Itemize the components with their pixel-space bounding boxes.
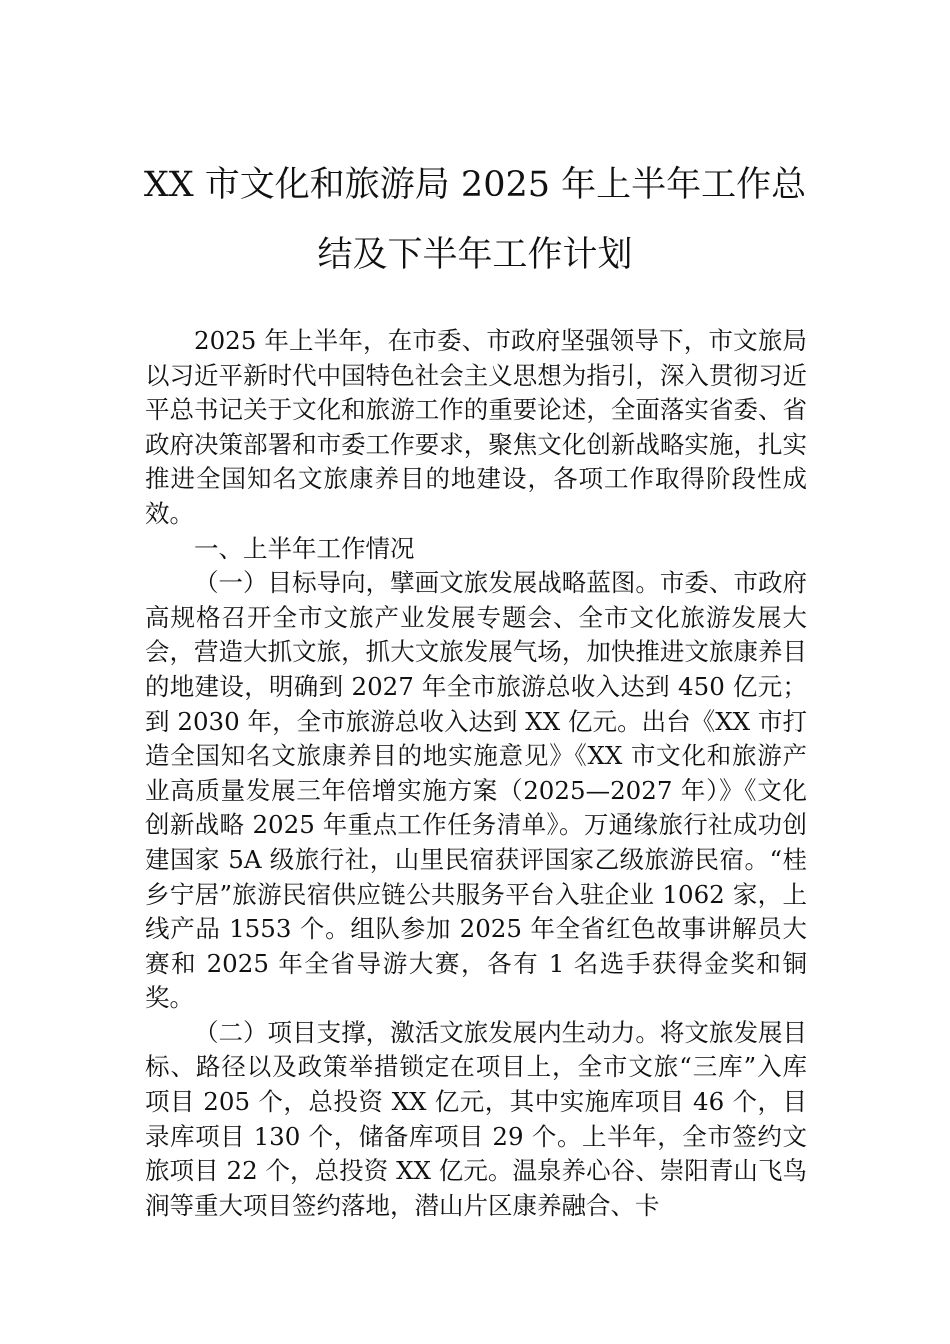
body-paragraph: （一）目标导向，擘画文旅发展战略蓝图。市委、市政府高规格召开全市文旅产业发展专题会、全市文化旅游发展大会，营造大抓文旅，抓大文旅发展气场，加快推进文旅康养目的地建设，明确到 2027 年全市旅游总收入达到 450 亿元；到 2030 年，全市旅游总收入达到 XX 亿元。出台《XX 市打造全国知名文旅康养目的地实施意见》《XX 市文化和旅游产业高质量发展三年倍增实施方案（2025—2027 年）》《文化创新战略 2025 年重点工作任务清单》。万通缘旅行社成功创建国家 5A 级旅行社，山里民宿获评国家乙级旅游民宿。“桂乡宁居”旅游民宿供应链公共服务平台入驻企业 1062 家，上线产品 1553 个。组队参加 2025 年全省红色故事讲解员大赛和 2025 年全省导游大赛，各有 1 名选手获得金奖和铜奖。 [145, 568, 807, 1013]
section-heading: 一、上半年工作情况 [194, 533, 415, 563]
title-line-1: XX 市文化和旅游局 2025 年上半年工作总 [143, 165, 807, 205]
document-title [120, 150, 830, 290]
document-body [145, 324, 807, 1223]
intro-paragraph: 2025 年上半年，在市委、市政府坚强领导下，市文旅局以习近平新时代中国特色社会主义思想为指引，深入贯彻习近平总书记关于文化和旅游工作的重要论述，全面落实省委、省政府决策部署和市委工作要求，聚焦文化创新战略实施，扎实推进全国知名文旅康养目的地建设，各项工作取得阶段性成效。 [145, 326, 807, 528]
title-line-2: 结及下半年工作计划 [317, 235, 633, 275]
body-paragraph: （二）项目支撑，激活文旅发展内生动力。将文旅发展目标、路径以及政策举措锁定在项目上，全市文旅“三库”入库项目 205 个，总投资 XX 亿元，其中实施库项目 46 个，目录库项目 130 个，储备库项目 29 个。上半年，全市签约文旅项目 22 个，总投资 XX 亿元。温泉养心谷、崇阳青山飞鸟涧等重大项目签约落地，潜山片区康养融合、卡 [145, 1017, 807, 1220]
